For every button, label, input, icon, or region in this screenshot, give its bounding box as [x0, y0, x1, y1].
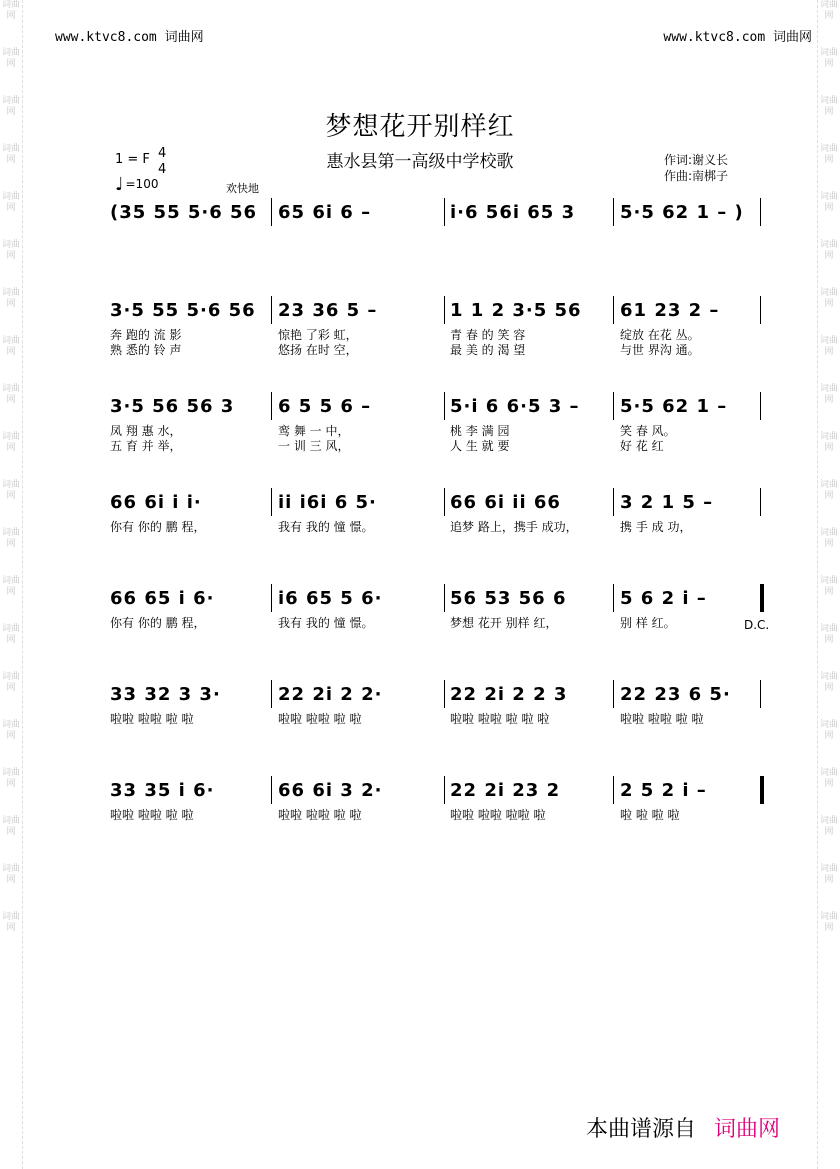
lyric-line: 别 样 红。 [620, 616, 676, 630]
watermark-strip-left [0, 0, 22, 1169]
bar-line [444, 392, 445, 420]
bar-line [444, 680, 445, 708]
time-signature [158, 146, 166, 178]
final-bar-line [760, 776, 764, 804]
lyric-line: 青 春 的 笑 容 [450, 328, 526, 342]
watermark: 词曲网 [819, 192, 838, 213]
watermark: 词曲网 [1, 816, 20, 837]
watermark: 词曲网 [1, 528, 20, 549]
bar-line [444, 584, 445, 612]
watermark: 词曲网 [819, 96, 838, 117]
bar-line [760, 296, 761, 324]
watermark: 词曲网 [1, 720, 20, 741]
bar-line [271, 198, 272, 226]
lyric-line: 啦啦 啦啦 啦 啦 [278, 712, 362, 726]
measure-notes: i6 65 5 6· [278, 588, 383, 609]
watermark: 词曲网 [819, 576, 838, 597]
measure-notes: ii i6i 6 5· [278, 492, 377, 513]
lyric-line: 好 花 红 [620, 439, 664, 453]
watermark: 词曲网 [1, 192, 20, 213]
measure-notes: 2 5 2 i – [620, 780, 707, 801]
quarter-note-icon: ♩ [115, 174, 124, 195]
watermark: 词曲网 [1, 336, 20, 357]
lyric-line: 你有 你的 鹏 程， [110, 520, 206, 534]
key-signature: 1 = F [115, 152, 150, 167]
site-url-right: www.ktvc8.com 词曲网 [663, 30, 812, 45]
lyric-line: 人 生 就 要 [450, 439, 510, 453]
watermark: 词曲网 [819, 336, 838, 357]
watermark: 词曲网 [1, 240, 20, 261]
watermark: 词曲网 [819, 912, 838, 933]
watermark: 词曲网 [1, 48, 20, 69]
lyric-line: 梦想 花开 别样 红， [450, 616, 558, 630]
watermark: 词曲网 [819, 384, 838, 405]
watermark: 词曲网 [1, 768, 20, 789]
watermark: 词曲网 [1, 672, 20, 693]
time-bottom: 4 [158, 162, 167, 177]
lyric-line: 你有 你的 鹏 程， [110, 616, 206, 630]
lyric-line: 啦啦 啦啦 啦 啦 [110, 712, 194, 726]
measure-notes: 3·5 56 56 3 [110, 396, 235, 417]
time-top: 4 [158, 146, 167, 161]
bar-line [760, 680, 761, 708]
bar-line [444, 776, 445, 804]
lyric-line: 惊艳 了彩 虹， [278, 328, 358, 342]
watermark: 词曲网 [1, 288, 20, 309]
watermark: 词曲网 [1, 144, 20, 165]
lyric-line: 啦啦 啦啦 啦 啦 [620, 712, 704, 726]
lyric-line: 桃 李 满 园 [450, 424, 510, 438]
bar-line [760, 392, 761, 420]
watermark: 词曲网 [1, 864, 20, 885]
measure-notes: 56 53 56 6 [450, 588, 567, 609]
lyric-line: 啦啦 啦啦 啦 啦 [278, 808, 362, 822]
watermark: 词曲网 [1, 912, 20, 933]
measure-notes: 65 6i 6 – [278, 202, 372, 223]
measure-notes: 33 35 i 6· [110, 780, 215, 801]
final-bar-line [760, 584, 764, 612]
measure-notes: 66 6i ii 66 [450, 492, 561, 513]
measure-notes: 6 5 5 6 – [278, 396, 372, 417]
watermark: 词曲网 [1, 576, 20, 597]
lyric-line: 啦啦 啦啦 啦啦 啦 [450, 808, 546, 822]
measure-notes: 22 2i 23 2 [450, 780, 561, 801]
lyric-line: 最 美 的 渴 望 [450, 343, 526, 357]
dc-mark: D.C. [744, 618, 770, 632]
lyric-line: 啦 啦 啦 啦 [620, 808, 680, 822]
lyric-line: 与世 界沟 通。 [620, 343, 700, 357]
footer-source [586, 1112, 780, 1143]
lyric-line: 啦啦 啦啦 啦 啦 [110, 808, 194, 822]
bar-line [444, 198, 445, 226]
bar-line [271, 776, 272, 804]
bar-line [613, 392, 614, 420]
watermark: 词曲网 [819, 864, 838, 885]
measure-notes: 3 2 1 5 – [620, 492, 714, 513]
lyric-line: 悠扬 在时 空， [278, 343, 358, 357]
lyricist: 作词:谢义长 [664, 153, 729, 167]
lyric-line: 笑 春 风。 [620, 424, 676, 438]
watermark: 词曲网 [1, 384, 20, 405]
measure-notes: 23 36 5 – [278, 300, 378, 321]
lyric-line: 我有 我的 憧 憬。 [278, 520, 374, 534]
watermark: 词曲网 [819, 768, 838, 789]
lyric-line: 奔 跑的 流 影 [110, 328, 182, 342]
watermark: 词曲网 [819, 288, 838, 309]
bar-line [271, 680, 272, 708]
measure-notes: 66 6i 3 2· [278, 780, 383, 801]
watermark: 词曲网 [819, 144, 838, 165]
site-url-left: www.ktvc8.com 词曲网 [55, 30, 204, 45]
watermark: 词曲网 [819, 240, 838, 261]
measure-notes: 22 2i 2 2· [278, 684, 383, 705]
lyric-line: 五 育 并 举， [110, 439, 182, 453]
page-border-right [817, 0, 818, 1169]
bar-line [271, 392, 272, 420]
bar-line [271, 584, 272, 612]
bar-line [613, 680, 614, 708]
measure-notes: 5·i 6 6·5 3 – [450, 396, 580, 417]
lyric-line: 我有 我的 憧 憬。 [278, 616, 374, 630]
lyric-line: 追梦 路上，携手 成功， [450, 520, 578, 534]
bar-line [613, 584, 614, 612]
bar-line [613, 776, 614, 804]
credits [664, 152, 728, 184]
watermark: 词曲网 [1, 432, 20, 453]
page-border-left [22, 0, 23, 1169]
bar-line [271, 488, 272, 516]
lyric-line: 啦啦 啦啦 啦 啦 啦 [450, 712, 550, 726]
measure-notes: 22 23 6 5· [620, 684, 731, 705]
watermark: 词曲网 [819, 48, 838, 69]
watermark: 词曲网 [819, 624, 838, 645]
watermark: 词曲网 [819, 0, 838, 21]
lyric-line: 鸾 舞 一 中， [278, 424, 350, 438]
bar-line [613, 296, 614, 324]
bar-line [444, 296, 445, 324]
lyric-line: 一 训 三 风， [278, 439, 350, 453]
measure-notes: 22 2i 2 2 3 [450, 684, 568, 705]
lyric-line: 绽放 在花 丛。 [620, 328, 700, 342]
watermark: 词曲网 [819, 480, 838, 501]
bar-line [444, 488, 445, 516]
source-brand: 词曲网 [714, 1117, 781, 1142]
bar-line [613, 488, 614, 516]
tempo-marking [115, 174, 158, 195]
watermark: 词曲网 [1, 624, 20, 645]
measure-notes: 5 6 2 i – [620, 588, 707, 609]
song-title: 梦想花开别样红 [325, 112, 515, 142]
measure-notes: 5·5 62 1 – [620, 396, 728, 417]
measure-notes: 1 1 2 3·5 56 [450, 300, 582, 321]
expression-marking: 欢快地 [226, 182, 259, 195]
watermark: 词曲网 [819, 432, 838, 453]
lyric-line: 熟 悉的 铃 声 [110, 343, 182, 357]
bar-line [271, 296, 272, 324]
watermark: 词曲网 [1, 0, 20, 21]
measure-notes: i·6 56i 65 3 [450, 202, 576, 223]
lyric-line: 携 手 成 功， [620, 520, 692, 534]
watermark: 词曲网 [1, 480, 20, 501]
watermark: 词曲网 [819, 528, 838, 549]
measure-notes: (35 55 5·6 56 [110, 202, 258, 223]
bar-line [760, 488, 761, 516]
bar-line [613, 198, 614, 226]
watermark: 词曲网 [819, 720, 838, 741]
tempo-value: =100 [125, 177, 159, 191]
bar-line [760, 198, 761, 226]
composer: 作曲:南梆子 [664, 169, 729, 183]
measure-notes: 5·5 62 1 – ) [620, 202, 744, 223]
watermark: 词曲网 [819, 672, 838, 693]
lyric-line: 凤 翔 惠 水， [110, 424, 182, 438]
watermark: 词曲网 [819, 816, 838, 837]
watermark-strip-right [818, 0, 840, 1169]
measure-notes: 66 6i i i· [110, 492, 202, 513]
measure-notes: 61 23 2 – [620, 300, 720, 321]
song-subtitle: 惠水县第一高级中学校歌 [326, 152, 514, 172]
measure-notes: 66 65 i 6· [110, 588, 215, 609]
measure-notes: 3·5 55 5·6 56 [110, 300, 256, 321]
watermark: 词曲网 [1, 96, 20, 117]
source-label: 本曲谱源自 [586, 1117, 697, 1142]
measure-notes: 33 32 3 3· [110, 684, 221, 705]
